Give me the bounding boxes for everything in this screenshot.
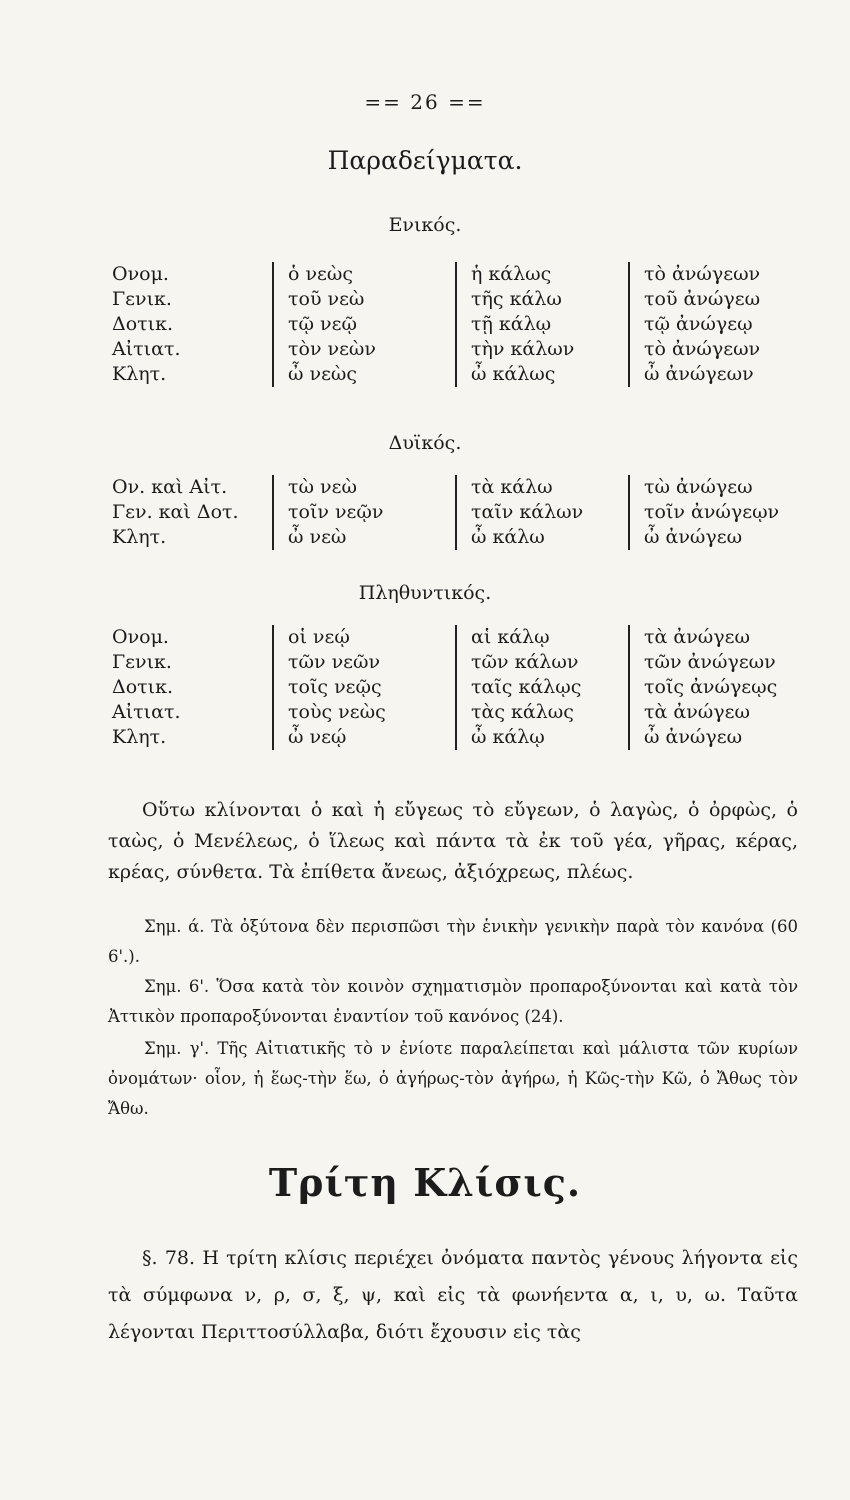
form-cell: τὴν κάλων <box>471 338 575 360</box>
form-cell: τὼ νεὼ <box>288 476 357 498</box>
singular-masculine-column <box>272 262 376 387</box>
page-number: == 26 == <box>364 90 486 114</box>
form-cell: τοῖν νεῷν <box>288 501 384 523</box>
declension-paragraph: Οὕτω κλίνονται ὁ καὶ ἡ εὔγεως τὸ εὔγεων, ὁ λαγὼς, ὁ ὀρφὼς, ὁ ταὼς, ὁ Μενέλεως, ὁ ἵλεως καὶ πάντα τὰ ἐκ τοῦ γέα, γῆρας, κέρας, κρέας, σύνθετα. Τὰ ἐπίθετα ἄνεως, ἀξιόχρεως, πλέως. <box>108 799 798 883</box>
form-cell: τῆς κάλω <box>471 288 562 310</box>
form-cell: ὦ νεὼ <box>288 526 347 548</box>
form-cell: τοῦ ἀνώγεω <box>644 288 761 310</box>
note-2: Σημ. 6'. Ὅσα κατὰ τὸν κοινὸν σχηματισμὸν προπαροξύνονται καὶ κατὰ τὸν Ἀττικὸν προπαροξύνονται ἐναντίον τοῦ κανόνος (24). <box>108 977 798 1026</box>
form-cell: τὸ ἀνώγεων <box>644 263 761 285</box>
form-cell: ταῖς κάλῳς <box>471 676 582 698</box>
form-cell: τῷ ἀνώγεῳ <box>644 313 753 335</box>
singular-neuter-column <box>628 262 760 387</box>
form-cell: τοῖς ἀνώγεῳς <box>644 676 778 698</box>
dual-feminine-column <box>455 475 583 550</box>
case-label: Γενικ. <box>112 288 172 310</box>
dual-case-labels <box>112 475 239 550</box>
dual-heading: Δυϊκός. <box>388 432 462 454</box>
case-label: Κλητ. <box>112 363 167 385</box>
form-cell: τῶν κάλων <box>471 651 579 673</box>
case-label: Δοτικ. <box>112 313 174 335</box>
plural-feminine-column <box>455 625 581 750</box>
form-cell: τὸ ἀνώγεων <box>644 338 761 360</box>
form-cell: ἡ κάλως <box>471 263 552 285</box>
section-title: Τρίτη Κλίσις. <box>268 1160 582 1205</box>
case-label: Ον. καὶ Αἰτ. <box>112 476 228 498</box>
form-cell: τὸν νεὼν <box>288 338 376 360</box>
form-cell: ὦ κάλῳ <box>471 726 545 748</box>
form-cell: ὦ ἀνώγεων <box>644 363 754 385</box>
form-cell: ὦ νεὼς <box>288 363 358 385</box>
form-cell: ὦ ἀνώγεω <box>644 526 743 548</box>
form-cell: αἱ κάλῳ <box>471 626 550 648</box>
form-cell: τὰ ἀνώγεω <box>644 626 750 648</box>
form-cell: τὰς κάλως <box>471 701 574 723</box>
case-label: Κλητ. <box>112 726 167 748</box>
form-cell: ὦ ἀνώγεω <box>644 726 743 748</box>
form-cell: οἱ νεῴ <box>288 626 350 648</box>
case-label: Αἰτιατ. <box>112 338 181 360</box>
case-label: Αἰτιατ. <box>112 701 181 723</box>
dual-neuter-column <box>628 475 779 550</box>
case-label: Δοτικ. <box>112 676 174 698</box>
singular-heading: Ενικός. <box>388 214 462 236</box>
form-cell: τοῖν ἀνώγεῳν <box>644 501 780 523</box>
form-cell: τῇ κάλῳ <box>471 313 552 335</box>
section-78-text: §. 78. Η τρίτη κλίσις περιέχει ὀνόματα παντὸς γένους λήγοντα εἰς τὰ σύμφωνα ν, ρ, σ, ξ, ψ, καὶ εἰς τὰ φωνήεντα α, ι, υ, ω. Ταῦτα λέγονται Περιττοσύλλαβα, διότι ἔχουσιν εἰς τὰς <box>108 1247 798 1343</box>
dual-masculine-column <box>272 475 383 550</box>
page-heading: Παραδείγματα. <box>327 146 523 175</box>
case-label: Γεν. καὶ Δοτ. <box>112 501 239 523</box>
form-cell: τῶν ἀνώγεων <box>644 651 776 673</box>
case-label: Κλητ. <box>112 526 167 548</box>
case-label: Γενικ. <box>112 651 172 673</box>
form-cell: ταῖν κάλων <box>471 501 584 523</box>
form-cell: τῶν νεῶν <box>288 651 381 673</box>
plural-case-labels <box>112 625 181 750</box>
form-cell: τῷ νεῷ <box>288 313 357 335</box>
case-label: Ονομ. <box>112 626 169 648</box>
singular-case-labels <box>112 262 181 387</box>
note-3: Σημ. γ'. Τῆς Αἰτιατικῆς τὸ ν ἐνίοτε παραλείπεται καὶ μάλιστα τῶν κυρίων ὀνομάτων· οἷον, ἡ ἕως-τὴν ἕω, ὁ ἀγήρως-τὸν ἀγήρω, ἡ Κῶς-τὴν Κῶ, ὁ Ἄθως τὸν Ἄθω. <box>108 1039 798 1118</box>
form-cell: τὰ ἀνώγεω <box>644 701 750 723</box>
plural-masculine-column <box>272 625 386 750</box>
form-cell: ὦ κάλως <box>471 363 556 385</box>
form-cell: τοῖς νεῷς <box>288 676 382 698</box>
form-cell: ὦ νεῴ <box>288 726 347 748</box>
form-cell: τοὺς νεὼς <box>288 701 386 723</box>
form-cell: τὰ κάλω <box>471 476 553 498</box>
form-cell: τοῦ νεὼ <box>288 288 365 310</box>
note-1: Σημ. ά. Τὰ ὀξύτονα δὲν περισπῶσι τὴν ἑνικὴν γενικὴν παρὰ τὸν κανόνα (60 6'.). <box>108 917 798 966</box>
plural-heading: Πληθυντικός. <box>358 582 492 604</box>
case-label: Ονομ. <box>112 263 169 285</box>
singular-feminine-column <box>455 262 574 387</box>
form-cell: τὼ ἀνώγεω <box>644 476 753 498</box>
plural-neuter-column <box>628 625 777 750</box>
form-cell: ὁ νεὼς <box>288 263 354 285</box>
form-cell: ὦ κάλω <box>471 526 545 548</box>
